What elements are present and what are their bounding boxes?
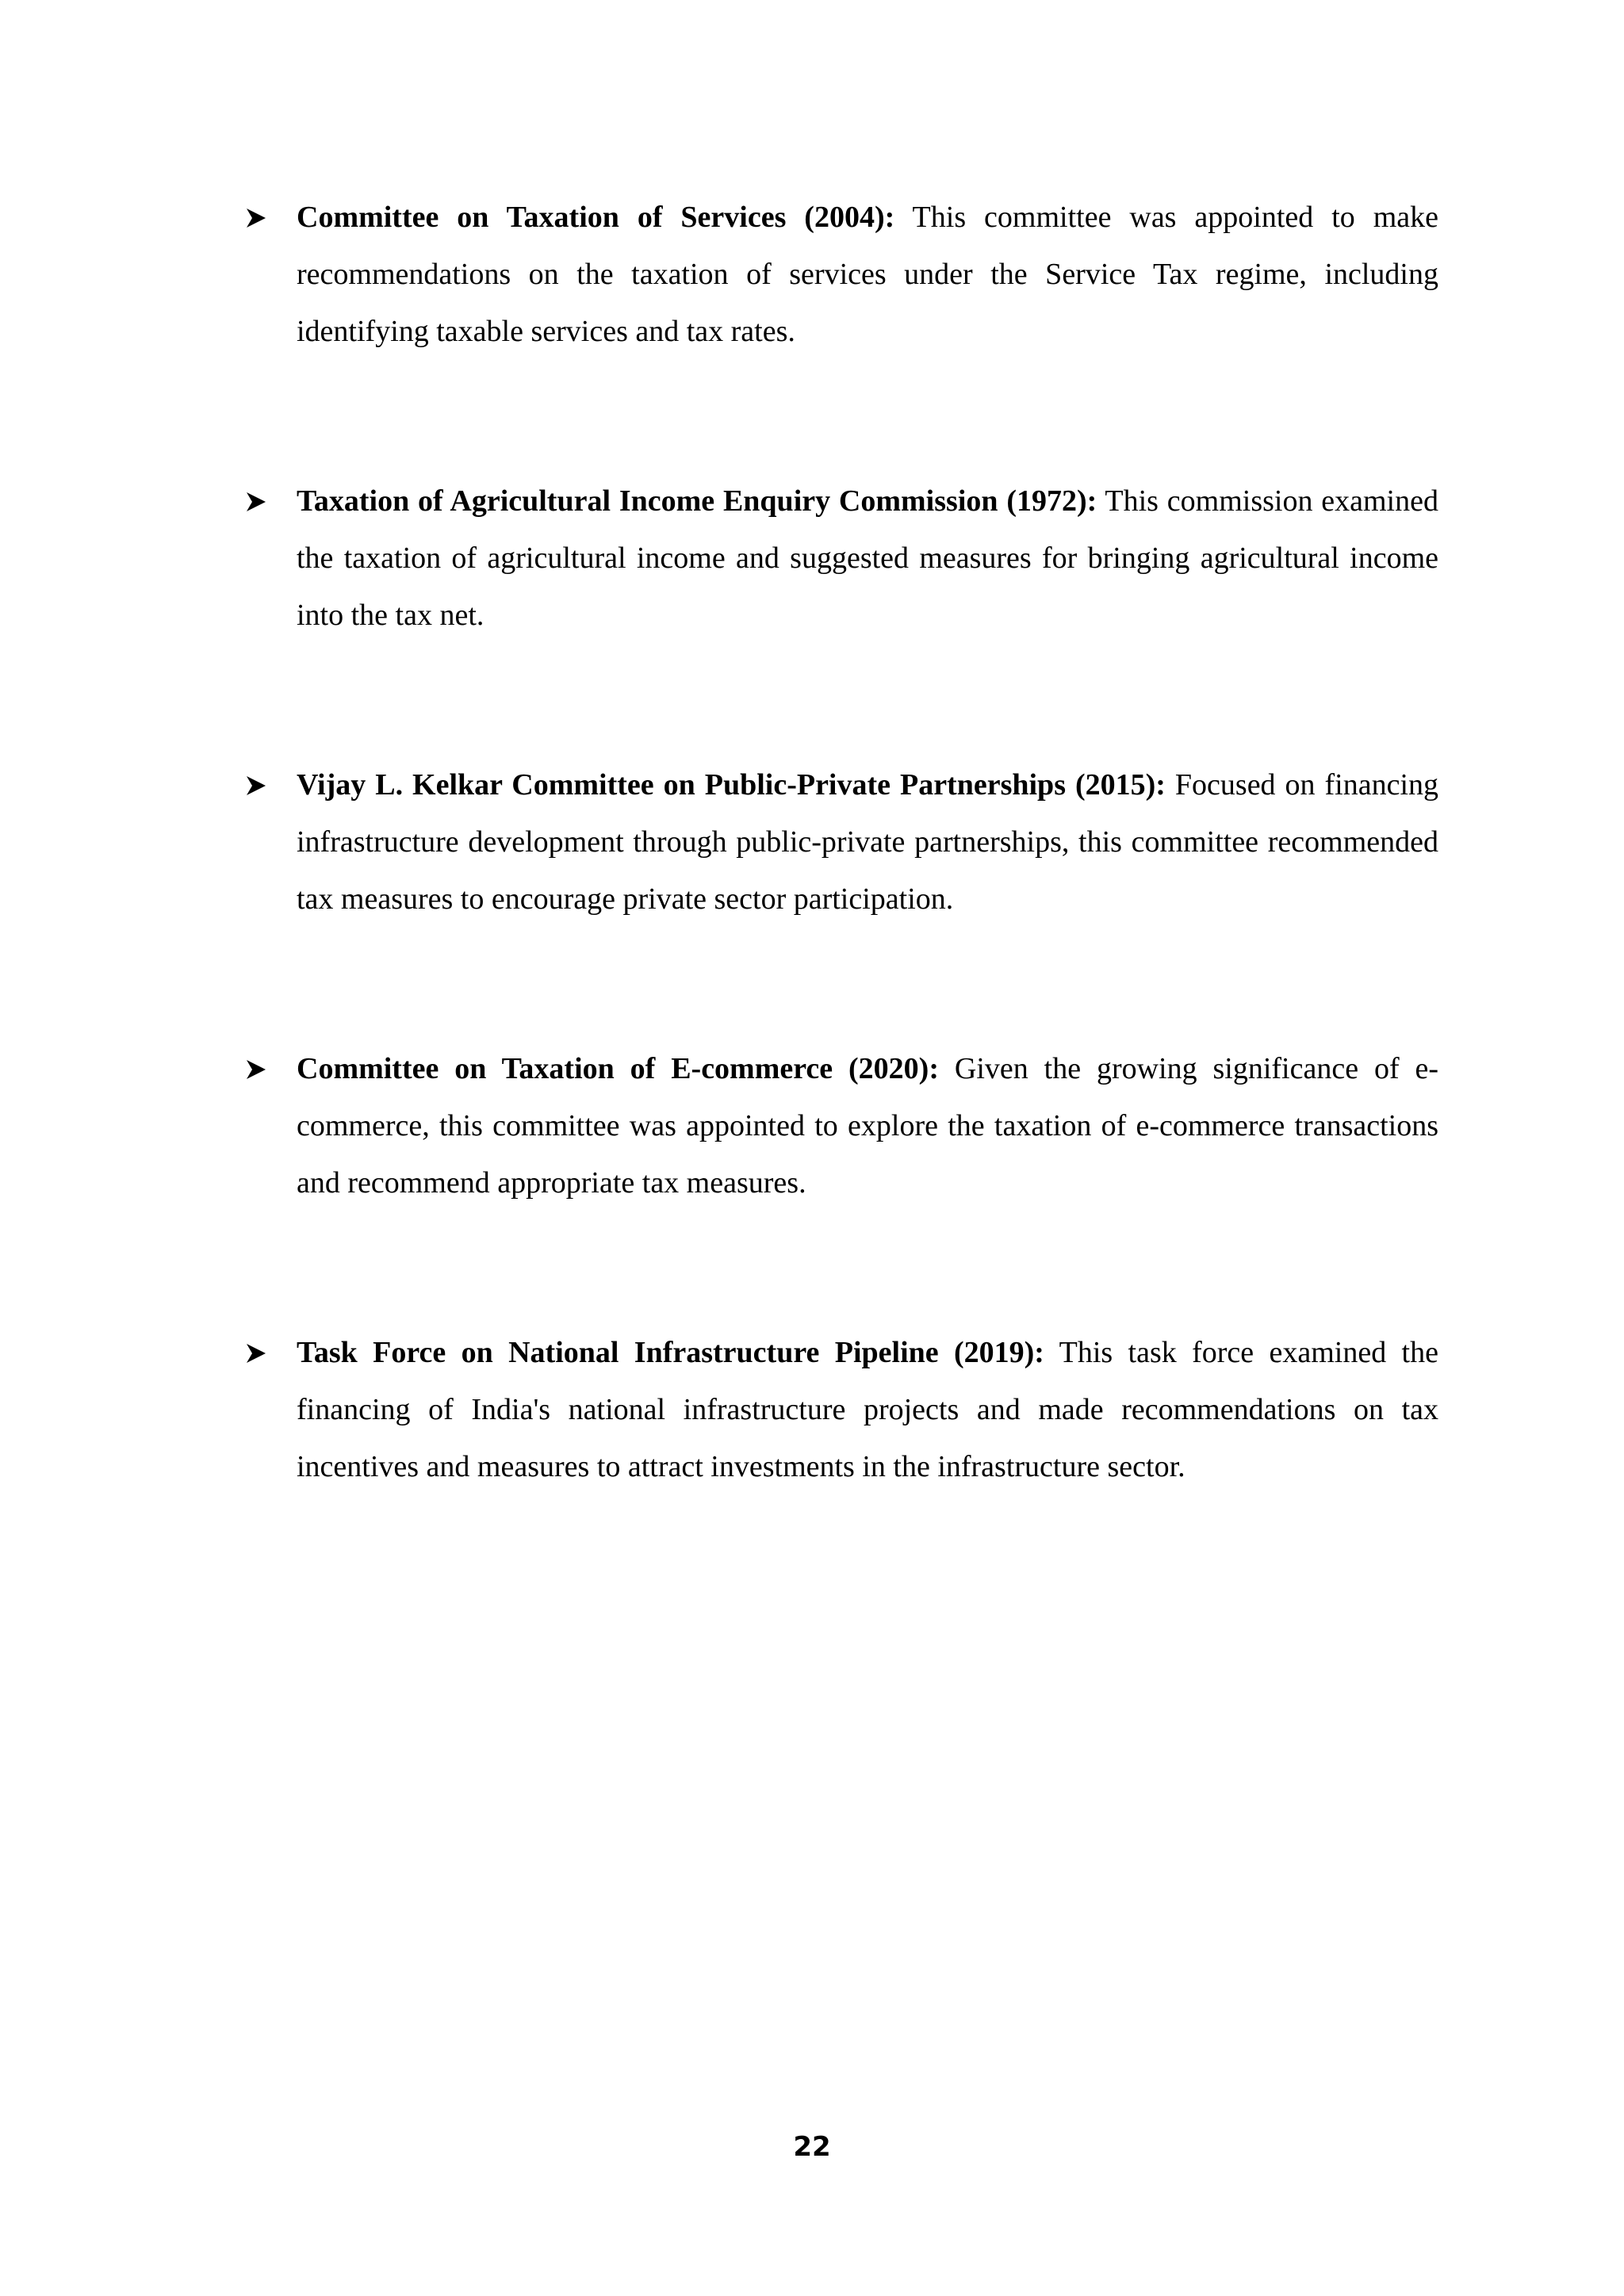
list-item	[246, 756, 1438, 928]
item-description: Focused on financing infrastructure development through public-private partnerships, this committee recommended tax measures to encourage private sector participation.	[297, 768, 1439, 916]
list-item	[246, 189, 1438, 360]
arrowhead-bullet-icon	[246, 1059, 266, 1080]
arrowhead-bullet-icon	[246, 1343, 266, 1364]
item-description: This task force examined the financing of India's national infrastructure projects and made recommendations on tax incentives and measures to attract investments in the infrastructure sector.	[297, 1336, 1438, 1483]
list-item	[246, 1324, 1438, 1495]
page-number: 22	[793, 2131, 831, 2163]
item-title: Committee on Taxation of E-commerce (2020):	[297, 1052, 939, 1085]
committee-list	[246, 189, 1438, 1608]
arrowhead-bullet-icon	[246, 492, 266, 512]
item-title: Taxation of Agricultural Income Enquiry Commission (1972):	[297, 484, 1097, 518]
item-title: Committee on Taxation of Services (2004):	[297, 201, 895, 234]
arrowhead-bullet-icon	[246, 775, 266, 796]
item-title: Task Force on National Infrastructure Pipeline (2019):	[297, 1336, 1044, 1369]
list-item	[246, 473, 1438, 644]
item-description: Given the growing significance of e-commerce, this committee was appointed to explore the taxation of e-commerce transactions and recommend appropriate tax measures.	[297, 1052, 1439, 1200]
arrowhead-bullet-icon	[246, 208, 266, 228]
item-description: This committee was appointed to make recommendations on the taxation of services under the Service Tax regime, including identifying taxable services and tax rates.	[297, 201, 1438, 348]
list-item	[246, 1040, 1438, 1211]
item-description: This commission examined the taxation of agricultural income and suggested measures for bringing agricultural income into the tax net.	[297, 484, 1438, 632]
item-title: Vijay L. Kelkar Committee on Public-Private Partnerships (2015):	[297, 768, 1166, 802]
